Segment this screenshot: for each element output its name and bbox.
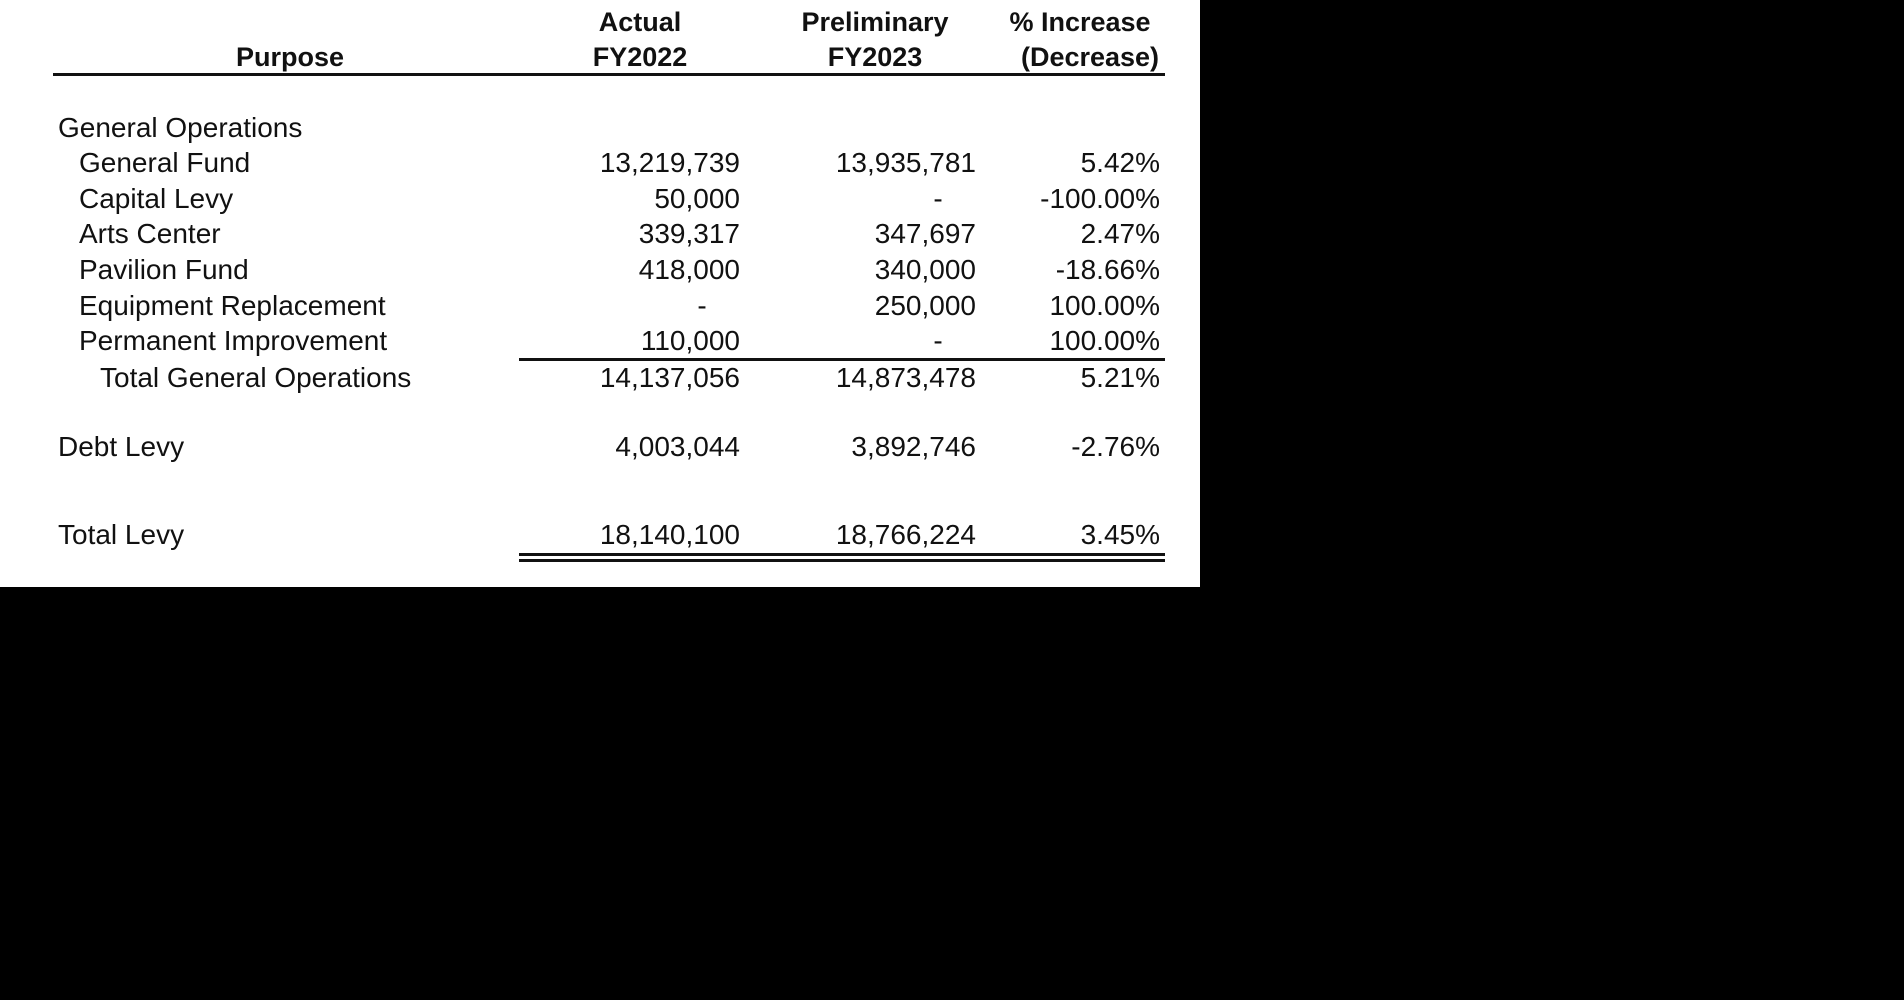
debt-levy-label: Debt Levy	[58, 431, 185, 462]
row-preliminary: -	[933, 325, 943, 356]
row-actual: 339,317	[638, 218, 740, 249]
total-general-actual: 14,137,056	[599, 362, 740, 393]
total-double-rule-top	[519, 553, 1165, 556]
row-label: Pavilion Fund	[79, 254, 249, 285]
row-preliminary: 250,000	[874, 290, 976, 321]
row-label: Arts Center	[79, 218, 221, 249]
row-preliminary: -	[933, 183, 943, 214]
header-preliminary-line2: FY2023	[827, 42, 923, 72]
debt-levy-actual: 4,003,044	[615, 431, 740, 462]
total-general-label: Total General Operations	[100, 362, 412, 393]
section-general-operations: General Operations	[58, 112, 303, 143]
header-purpose: Purpose	[235, 42, 345, 72]
total-levy-pct: 3.45%	[1080, 519, 1160, 550]
row-pct: 5.42%	[1080, 147, 1160, 178]
row-preliminary: 340,000	[874, 254, 976, 285]
row-preliminary: 13,935,781	[835, 147, 976, 178]
total-levy-actual: 18,140,100	[599, 519, 740, 550]
row-pct: -18.66%	[1055, 254, 1160, 285]
header-underline	[53, 73, 1165, 76]
row-actual: -	[697, 290, 707, 321]
row-actual: 418,000	[638, 254, 740, 285]
row-pct: 100.00%	[1049, 290, 1160, 321]
debt-levy-pct: -2.76%	[1071, 431, 1160, 462]
total-levy-label: Total Levy	[58, 519, 185, 550]
row-actual: 50,000	[654, 183, 740, 214]
row-actual: 13,219,739	[599, 147, 740, 178]
total-levy-preliminary: 18,766,224	[835, 519, 976, 550]
header-pct-line2: (Decrease)	[1020, 42, 1160, 72]
header-actual-line2: FY2022	[592, 42, 688, 72]
row-pct: -100.00%	[1040, 183, 1160, 214]
levy-table	[0, 0, 1200, 587]
row-label: Equipment Replacement	[79, 290, 386, 321]
subtotal-rule	[519, 358, 1165, 361]
row-label: Permanent Improvement	[79, 325, 388, 356]
row-label: Capital Levy	[79, 183, 234, 214]
header-preliminary-line1: Preliminary	[801, 7, 949, 37]
header-pct-line1: % Increase	[1009, 7, 1151, 37]
debt-levy-preliminary: 3,892,746	[851, 431, 976, 462]
row-pct: 100.00%	[1049, 325, 1160, 356]
row-label: General Fund	[79, 147, 251, 178]
total-general-pct: 5.21%	[1080, 362, 1160, 393]
row-preliminary: 347,697	[874, 218, 976, 249]
total-double-rule-bottom	[519, 559, 1165, 562]
header-actual-line1: Actual	[598, 7, 682, 37]
total-general-preliminary: 14,873,478	[835, 362, 976, 393]
row-pct: 2.47%	[1080, 218, 1160, 249]
row-actual: 110,000	[640, 325, 740, 356]
